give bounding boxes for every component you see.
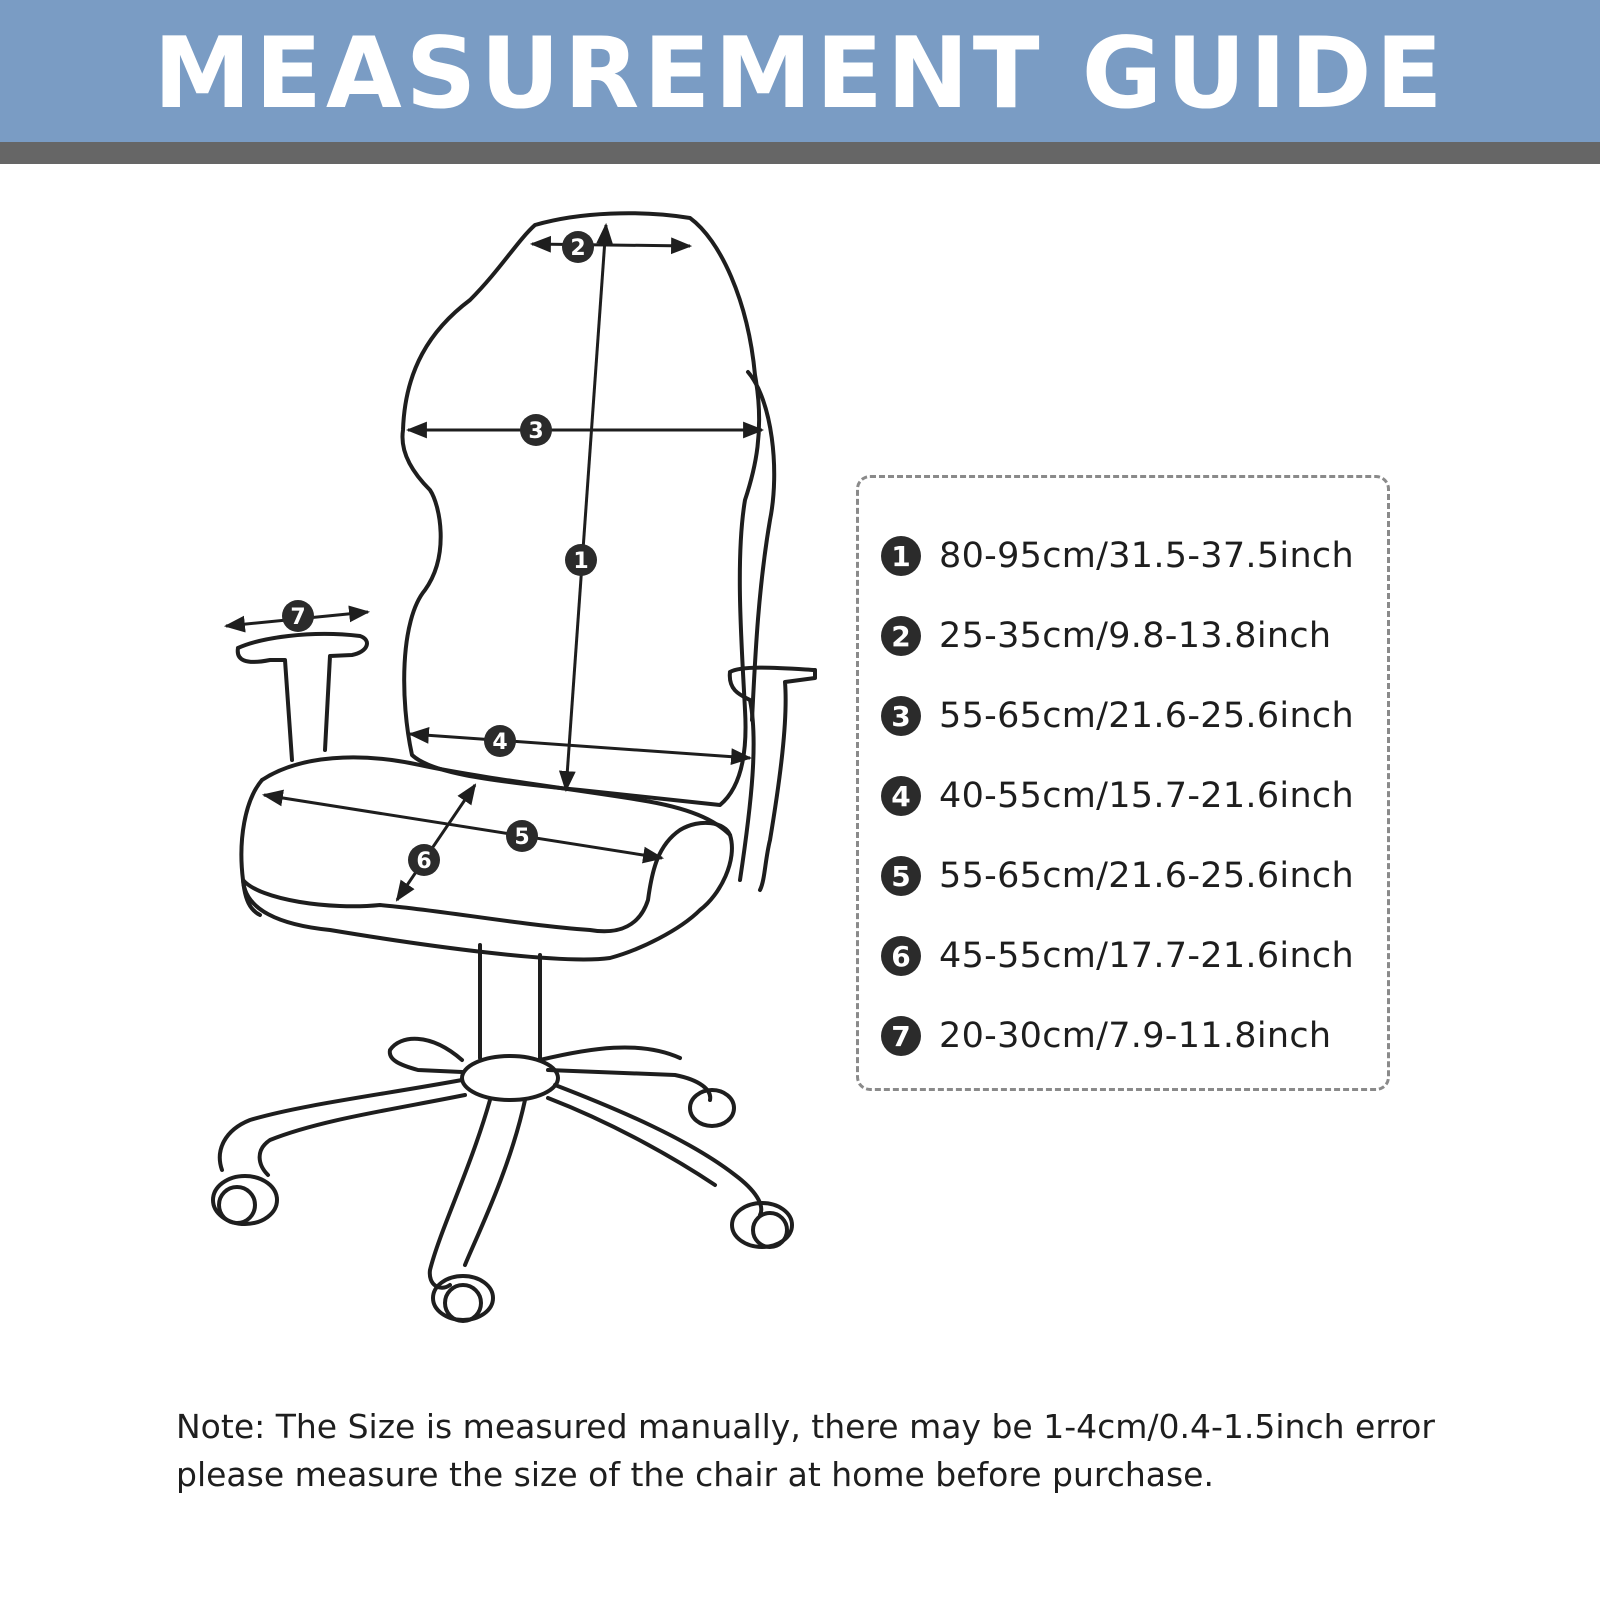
spec-value: 55-65cm/21.6-25.6inch — [939, 696, 1354, 736]
spec-value: 55-65cm/21.6-25.6inch — [939, 856, 1354, 896]
note-line-2: please measure the size of the chair at home before purchase. — [176, 1455, 1214, 1494]
spec-value: 20-30cm/7.9-11.8inch — [939, 1016, 1332, 1056]
seat-top — [262, 757, 730, 835]
marker-5 — [506, 820, 538, 852]
number-badge: 3 — [881, 696, 921, 736]
gas-column — [480, 945, 540, 1058]
page-title: MEASUREMENT GUIDE — [153, 17, 1447, 131]
spec-value: 25-35cm/9.8-13.8inch — [939, 616, 1332, 656]
spec-value: 40-55cm/15.7-21.6inch — [939, 776, 1354, 816]
measure-line-4 — [410, 734, 750, 758]
marker-2 — [562, 231, 594, 263]
svg-text:5: 5 — [514, 825, 530, 850]
svg-text:6: 6 — [416, 849, 432, 874]
base-leg-left — [220, 1080, 465, 1175]
spec-row-4 — [881, 766, 1354, 826]
measurement-note — [176, 1403, 1506, 1499]
svg-text:4: 4 — [492, 730, 508, 755]
marker-6 — [408, 844, 440, 876]
left-armrest — [238, 634, 367, 760]
number-badge: 2 — [881, 616, 921, 656]
svg-text:2: 2 — [570, 236, 586, 261]
header-banner — [0, 0, 1600, 142]
number-badge: 7 — [881, 1016, 921, 1056]
note-line-1: Note: The Size is measured manually, there may be 1-4cm/0.4-1.5inch error — [176, 1407, 1435, 1446]
header-divider — [0, 142, 1600, 164]
svg-text:3: 3 — [528, 419, 544, 444]
svg-text:7: 7 — [290, 605, 306, 630]
spec-row-3 — [881, 686, 1354, 746]
measurement-list — [856, 475, 1390, 1091]
measure-line-6 — [397, 785, 475, 900]
spec-value: 80-95cm/31.5-37.5inch — [939, 536, 1354, 576]
measure-line-1 — [566, 225, 606, 790]
marker-3 — [520, 414, 552, 446]
spec-row-2 — [881, 606, 1331, 666]
marker-4 — [484, 725, 516, 757]
spec-row-6 — [881, 926, 1354, 986]
spec-row-5 — [881, 846, 1354, 906]
number-badge: 5 — [881, 856, 921, 896]
caster-front — [433, 1276, 493, 1320]
marker-7 — [282, 600, 314, 632]
base-leg-front — [430, 1100, 525, 1288]
spec-value: 45-55cm/17.7-21.6inch — [939, 936, 1354, 976]
base-leg-right — [548, 1085, 761, 1215]
number-badge: 4 — [881, 776, 921, 816]
backrest-outline — [402, 213, 759, 805]
marker-1 — [565, 544, 597, 576]
base-leg-back-right — [540, 1047, 710, 1100]
spec-row-1 — [881, 526, 1354, 586]
measure-line-2 — [532, 244, 690, 246]
svg-text:1: 1 — [573, 549, 589, 574]
spec-row-7 — [881, 1006, 1331, 1066]
base-hub — [462, 1056, 558, 1100]
base-leg-back-left — [390, 1039, 462, 1072]
number-badge: 6 — [881, 936, 921, 976]
seat-outline — [241, 780, 732, 959]
number-badge: 1 — [881, 536, 921, 576]
chair-diagram — [200, 200, 840, 1330]
